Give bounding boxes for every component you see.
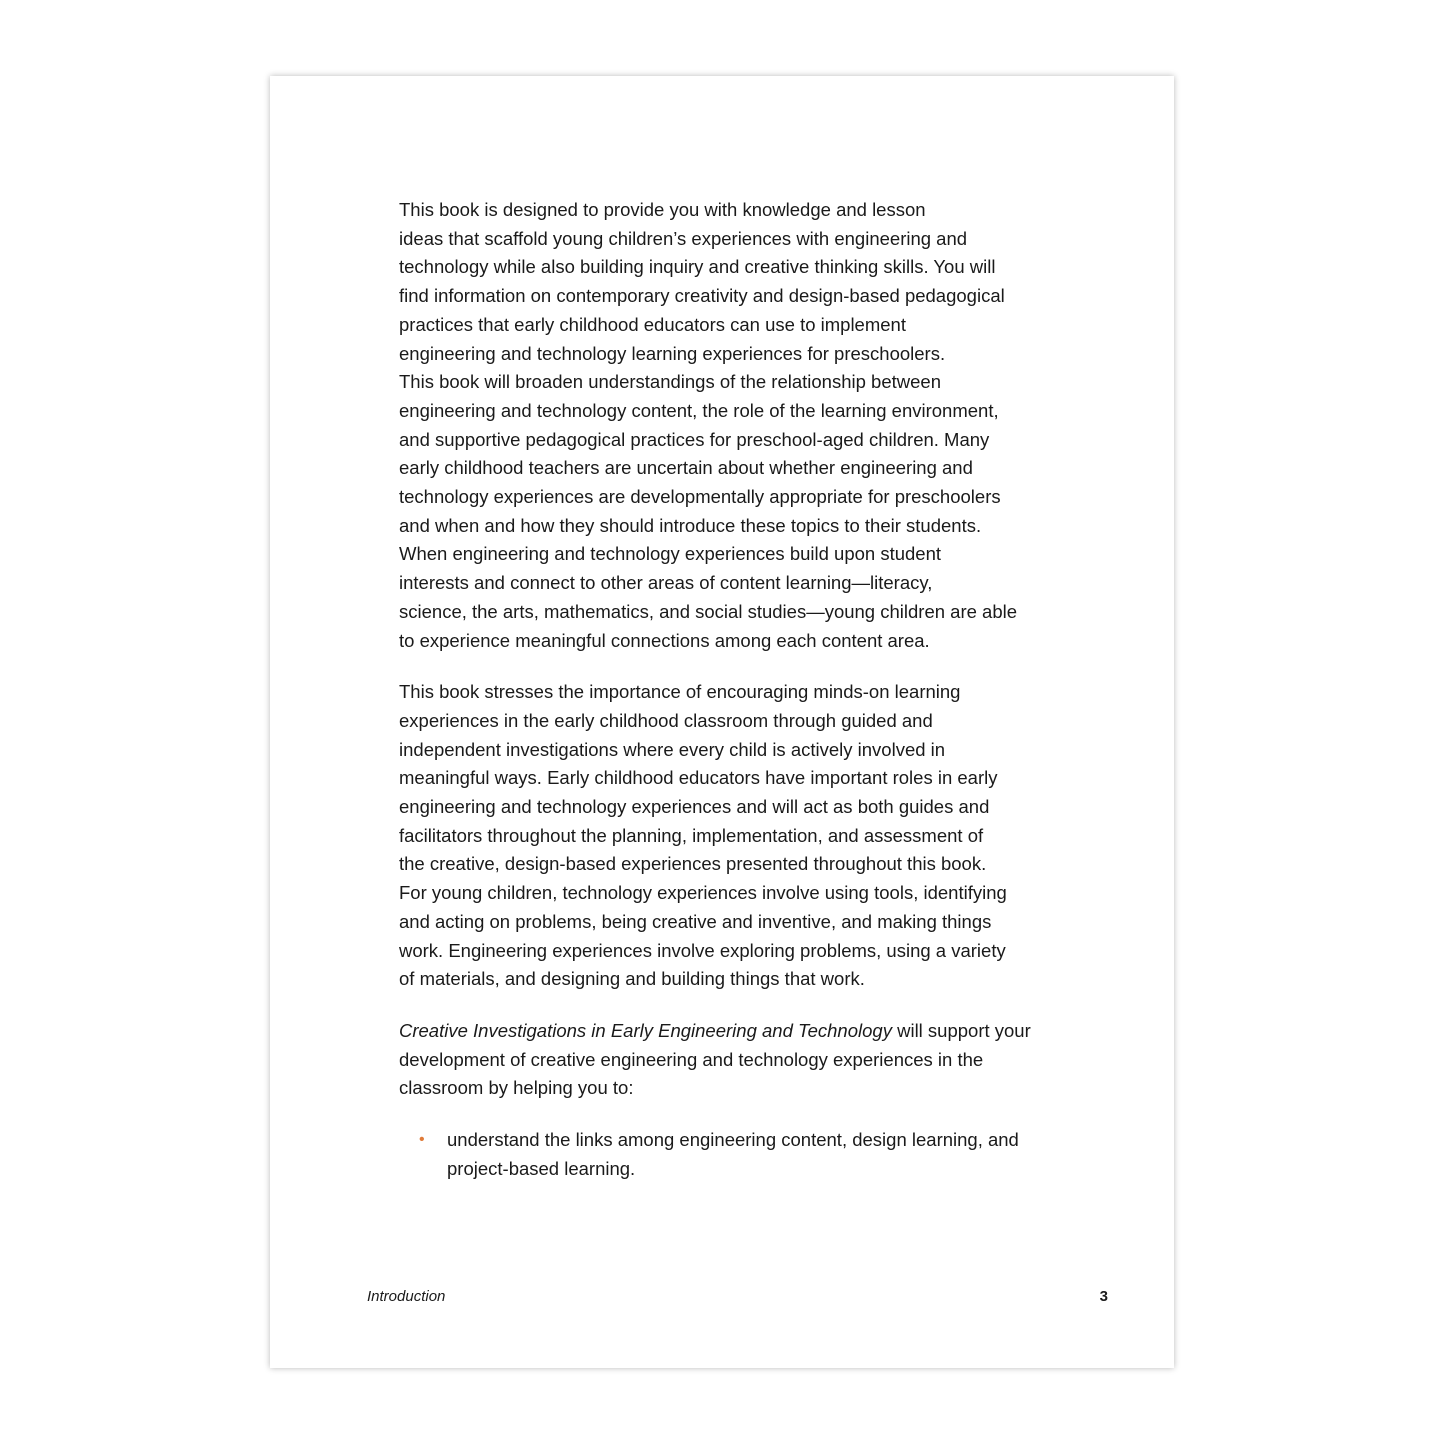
text-line: engineering and technology learning experiences for preschoolers. [399,342,946,364]
text-line: technology while also building inquiry and creative thinking skills. You will [399,256,996,278]
paragraph-3 [399,1017,1049,1103]
text-line: This book is designed to provide you with knowledge and lesson [399,199,926,220]
paragraph-1 [399,196,1049,655]
text-fragment: will support your [891,1019,1031,1041]
page-number: 3 [1099,1288,1108,1305]
body-text [399,196,1049,1184]
text-line: work. Engineering experiences involve exploring problems, using a variety [399,939,1006,961]
text-line: and when and how they should introduce these topics to their students. [399,514,982,536]
text-line: meaningful ways. Early childhood educators have important roles in early [399,767,998,789]
book-page [270,76,1174,1368]
text-line: experiences in the early childhood classroom through guided and [399,709,933,731]
text-line: facilitators throughout the planning, implementation, and assessment of [399,824,984,846]
text-line: independent investigations where every child is actively involved in [399,738,946,760]
book-title: Creative Investigations in Early Engineering and Technology [399,1019,892,1041]
paragraph-gap [399,1103,1049,1126]
text-line: ideas that scaffold young children’s experiences with engineering and [399,227,968,249]
text-line: engineering and technology content, the role of the learning environment, [399,399,999,421]
text-line: interests and connect to other areas of content learning—literacy, [399,572,933,594]
text-line: When engineering and technology experiences build upon student [399,543,942,565]
running-footer-section: Introduction [367,1288,446,1305]
text-line: understand the links among engineering content, design learning, and [447,1129,1019,1151]
bullet-icon: • [419,1131,425,1149]
text-line: practices that early childhood educators can use to implement [399,313,906,335]
text-line: and acting on problems, being creative and inventive, and making things [399,910,992,932]
text-line [399,1017,1049,1046]
text-line: This book will broaden understandings of the relationship between [399,371,941,393]
text-line: For young children, technology experiences involve using tools, identifying [399,882,1007,904]
text-line: technology experiences are developmentally appropriate for preschoolers [399,486,1001,508]
paragraph-gap [399,994,1049,1017]
text-line: development of creative engineering and technology experiences in the [399,1048,984,1070]
text-line: classroom by helping you to: [399,1077,634,1099]
text-line: project-based learning. [447,1157,636,1179]
text-line: of materials, and designing and building things that work. [399,968,865,990]
text-line: science, the arts, mathematics, and social studies—young children are able [399,600,1018,622]
text-line: the creative, design-based experiences presented throughout this book. [399,853,987,875]
text-line: engineering and technology experiences and will act as both guides and [399,796,990,818]
text-line: early childhood teachers are uncertain about whether engineering and [399,457,973,479]
text-line: to experience meaningful connections among each content area. [399,629,930,651]
paragraph-gap [399,655,1049,678]
paragraph-2 [399,678,1049,994]
text-line: find information on contemporary creativity and design-based pedagogical [399,285,1005,307]
bullet-list-item [399,1126,1049,1183]
text-line: This book stresses the importance of encouraging minds-on learning [399,681,961,703]
text-line: and supportive pedagogical practices for preschool-aged children. Many [399,428,990,450]
